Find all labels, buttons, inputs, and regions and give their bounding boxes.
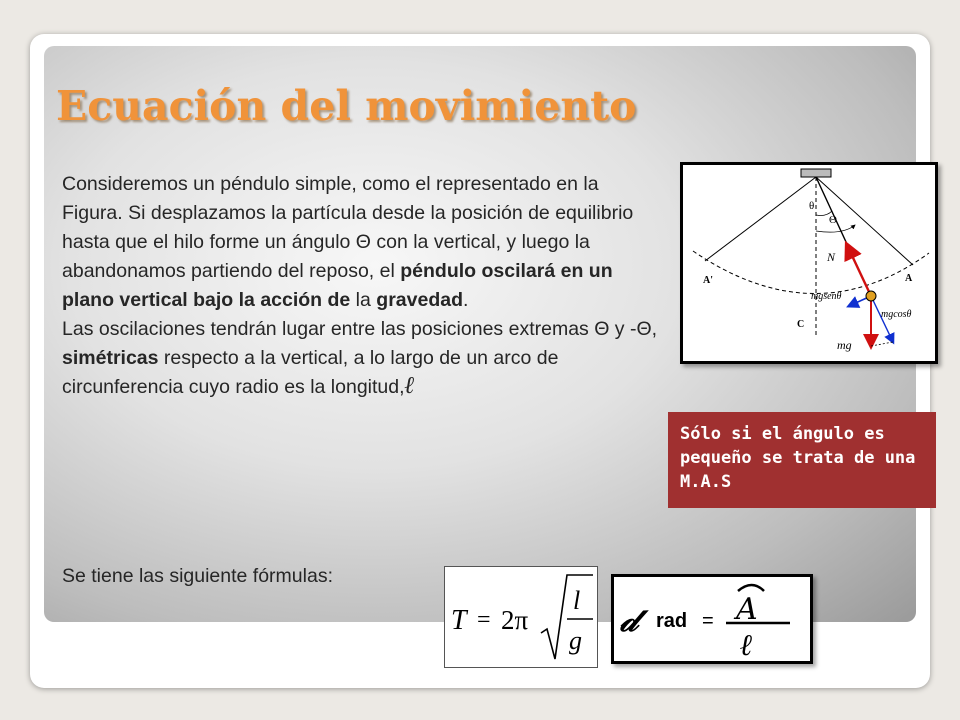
angle-equals: =: [702, 610, 714, 632]
string-left-extreme: [705, 177, 816, 261]
formula-intro: Se tiene las siguiente fórmulas:: [62, 565, 333, 587]
theta-max-arc: [816, 225, 855, 232]
gravity-bold: gravedad: [376, 289, 463, 311]
component-guide: [871, 342, 893, 346]
angle-symbol: 𝒹: [620, 600, 638, 640]
period-symbol: T: [451, 605, 467, 636]
paragraph-intro-text: Consideremos un péndulo simple, como el representado en la Figura. Si desplazamos la partícula desde la posición de equilibrio hasta que el hilo forme un ángulo Θ con la vertical, y luego la abandonamos partiendo del reposo, el: [62, 173, 634, 282]
swing-arc: [693, 251, 929, 294]
small-angle-note: Sólo si el ángulo es pequeño se trata de una M.A.S: [668, 412, 936, 508]
pendulum-figure: [680, 162, 938, 364]
paragraph-intro-end: .: [462, 289, 469, 311]
label-tension: N: [827, 250, 836, 264]
paragraph-intro-bold: péndulo oscilará en un plano vertical bajo la acción de: [62, 260, 613, 311]
pendulum-bob: [866, 291, 876, 301]
paragraph-oscillations-text-2: respecto a la vertical, a lo largo de un arco de circunferencia cuyo radio es la longitud,: [62, 347, 559, 398]
angle-numerator: A: [736, 592, 758, 627]
body-text: [62, 170, 662, 402]
tension-arrow: [847, 245, 871, 296]
label-weight: mg: [837, 338, 852, 352]
label-mg-sin: mgsenθ: [811, 291, 842, 302]
period-formula-svg: [445, 567, 597, 667]
symmetric-bold: simétricas: [62, 347, 159, 369]
label-mg-cos: mgcosθ: [881, 309, 912, 320]
arc-hat: [738, 585, 764, 591]
paragraph-intro-text-2: la: [350, 289, 377, 311]
paragraph-oscillations-text: Las oscilaciones tendrán lugar entre las posiciones extremas Θ y -Θ,: [62, 318, 658, 340]
period-equals: =: [477, 607, 491, 633]
label-point-a-prime: A': [703, 275, 713, 286]
period-formula: [444, 566, 598, 668]
sqrt-sign: [541, 575, 593, 659]
paragraph-intro: [62, 170, 662, 315]
label-theta: θ: [809, 200, 815, 212]
period-coefficient: 2π: [501, 605, 529, 635]
label-point-c: C: [797, 319, 805, 330]
ceiling-support: [801, 169, 831, 177]
angle-formula-svg: [614, 577, 810, 661]
angle-denominator: ℓ: [740, 628, 753, 661]
length-symbol: ℓ: [404, 370, 415, 399]
slide-title: Ecuación del movimiento: [56, 82, 637, 130]
period-numerator: l: [573, 586, 581, 615]
label-theta-max: Θ: [829, 214, 837, 226]
label-point-a: A: [905, 273, 913, 284]
paragraph-oscillations: [62, 315, 662, 402]
period-denominator: g: [569, 626, 582, 655]
angle-formula: [611, 574, 813, 664]
rad-unit: rad: [656, 610, 688, 632]
pendulum-diagram: [683, 165, 935, 361]
